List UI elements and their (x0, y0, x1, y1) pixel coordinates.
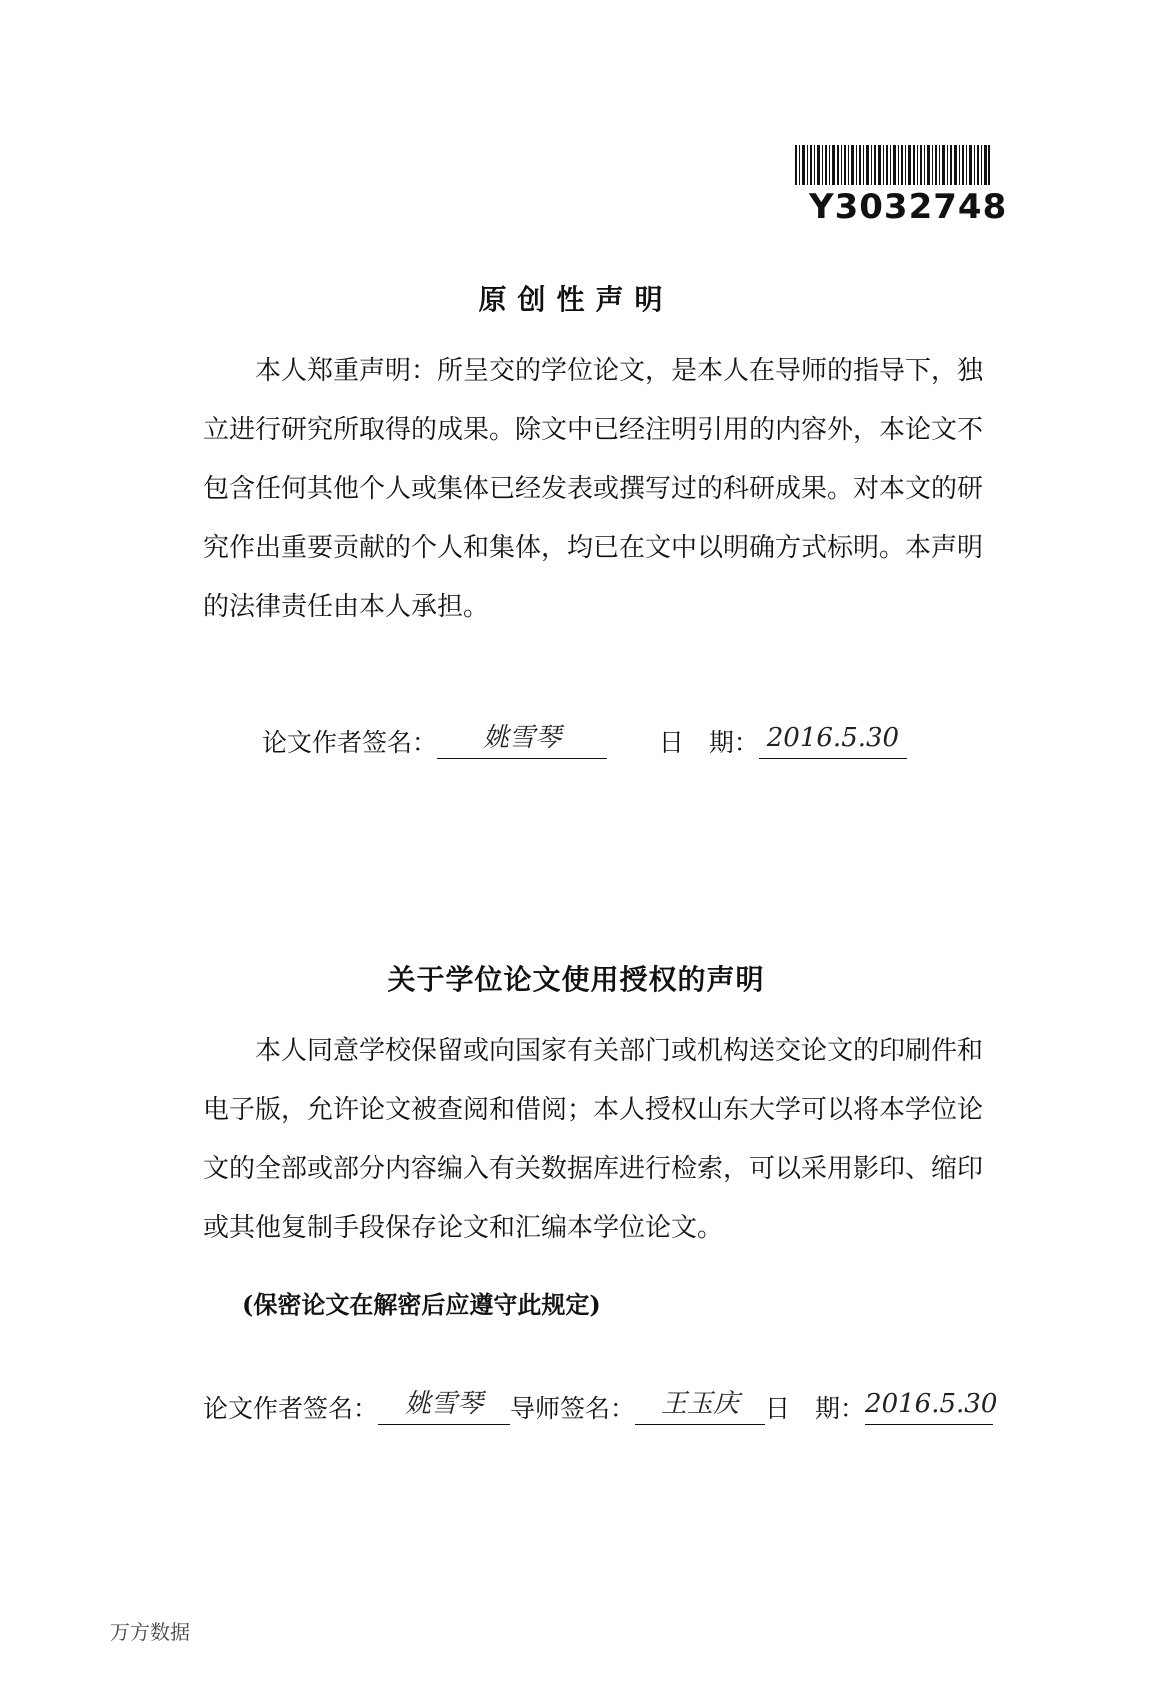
author-signature: 姚雪琴 (378, 1388, 510, 1425)
barcode-icon (795, 145, 990, 185)
date-value: 2016.5.30 (865, 1388, 993, 1425)
originality-signature-line (262, 722, 907, 759)
authorization-signature-line (203, 1388, 998, 1425)
confidentiality-note: (保密论文在解密后应遵守此规定) (242, 1290, 601, 1319)
originality-statement-title: 原创性声明 (478, 283, 674, 316)
advisor-signature: 王玉庆 (635, 1388, 765, 1425)
authorization-statement-body: 本人同意学校保留或向国家有关部门或机构送交论文的印刷件和电子版，允许论文被查阅和借阅；本人授权山东大学可以将本学位论文的全部或部分内容编入有关数据库进行检索，可以采用影印、缩印或其他复制手段保存论文和汇编本学位论文。 (203, 1036, 984, 1243)
barcode-number: Y3032748 (809, 187, 1008, 227)
author-signature-label: 论文作者签名： (203, 1394, 379, 1423)
author-signature-label: 论文作者签名： (262, 728, 438, 757)
author-signature: 姚雪琴 (437, 722, 607, 759)
originality-statement-body: 本人郑重声明：所呈交的学位论文，是本人在导师的指导下，独立进行研究所取得的成果。除文中已经注明引用的内容外，本论文不包含任何其他个人或集体已经发表或撰写过的科研成果。对本文的研究作出重要贡献的个人和集体，均已在文中以明确方式标明。本声明的法律责任由本人承担。 (203, 356, 984, 622)
date-label: 日 期： (658, 728, 759, 757)
date-value: 2016.5.30 (759, 722, 907, 759)
authorization-statement-title: 关于学位论文使用授权的声明 (387, 963, 765, 996)
watermark: 万方数据 (110, 1620, 190, 1644)
date-label: 日 期： (765, 1394, 866, 1423)
barcode-stamp (795, 145, 1008, 230)
advisor-signature-label: 导师签名： (510, 1394, 636, 1423)
